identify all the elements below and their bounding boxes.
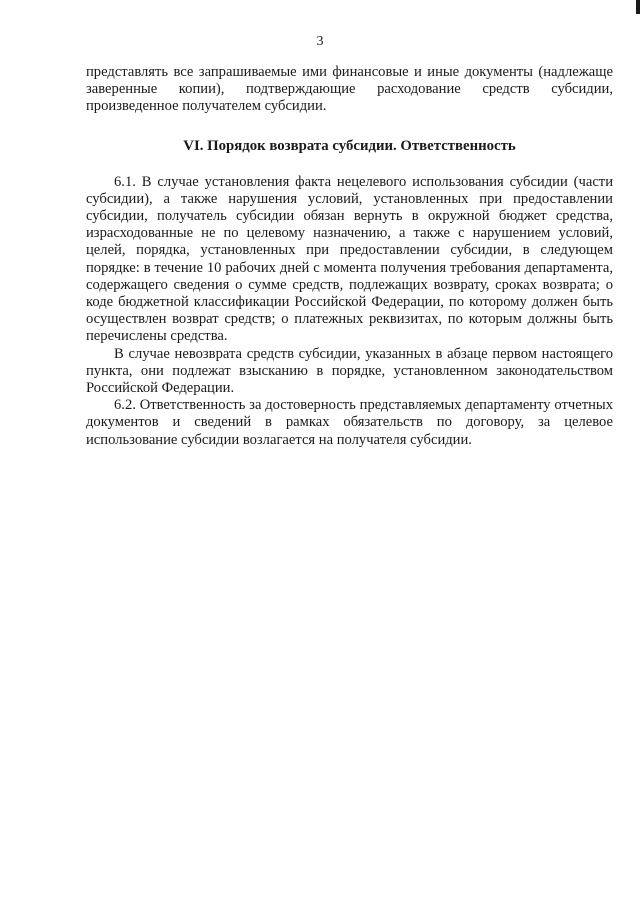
scan-edge-mark [636,0,640,14]
paragraph-6-2: 6.2. Ответственность за достоверность представляемых департаменту отчетных документов и сведений в рамках обязательств по договору, за целевое использование субсидии возлагается на получателя субсидии. [86,397,613,448]
continuation-paragraph: представлять все запрашиваемые ими финансовые и иные документы (надлежаще заверенные копии), подтверждающие расходование средств субсидии, произведенное получателем субсидии. [86,64,613,115]
paragraph-non-return: В случае невозврата средств субсидии, указанных в абзаце первом настоящего пункта, они подлежат взысканию в порядке, установленном законодательством Российской Федерации. [86,345,613,397]
section-title: VI. Порядок возврата субсидии. Ответственность [183,137,516,154]
document-body [86,64,613,449]
paragraph-6-1: 6.1. В случае установления факта нецелевого использования субсидии (части субсидии), а также нарушения условий, установленных при предоставлении субсидии, получатель субсидии обязан вернуть в окружной бюджет средства, израсходованные не по целевому назначению, а также с нарушением условий, целей, порядка, установленных при предоставлении субсидии, в следующем порядке: в течение 10 рабочих дней с момента получения требования департамента, содержащего сведения о сумме средств, подлежащих возврату, сроках возврата; о коде бюджетной классификации Российской Федерации, по которому должен быть осуществлен возврат средств; о платежных реквизитах, по которым должны быть перечислены средства. [86,173,613,345]
page-number: 3 [316,34,324,49]
